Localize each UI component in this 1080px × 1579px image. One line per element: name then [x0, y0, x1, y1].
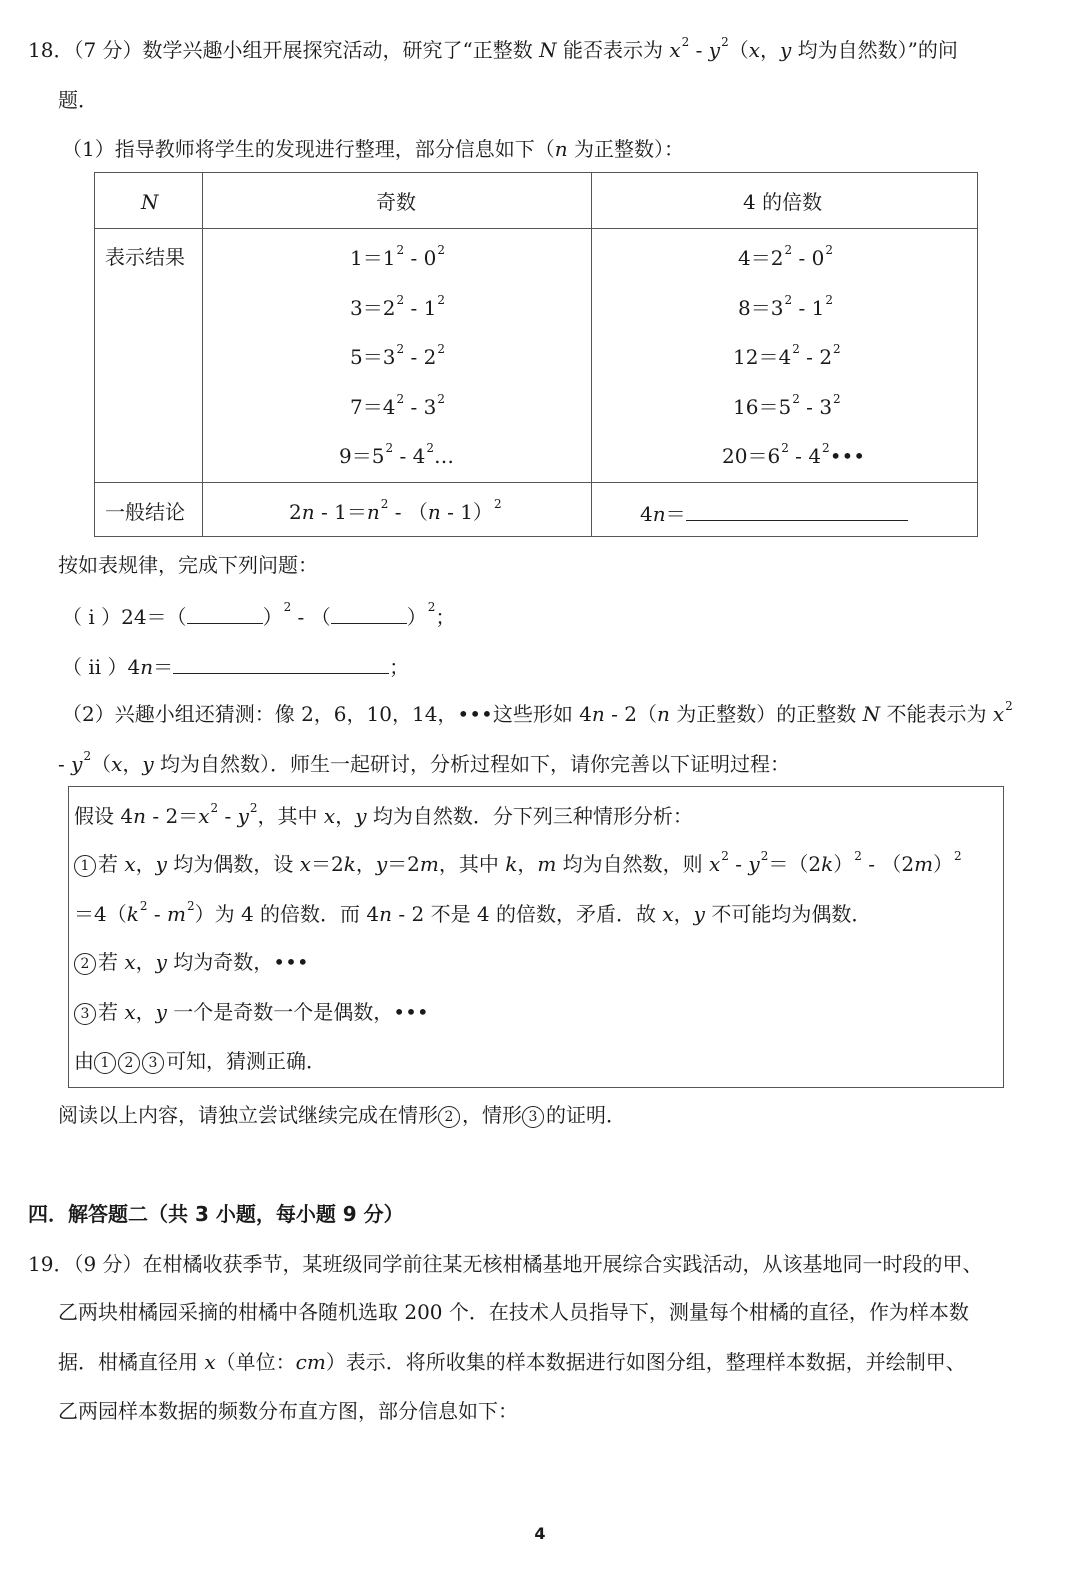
circled-1: 1: [94, 1052, 116, 1074]
general-mult4: 4n＝: [640, 502, 908, 524]
circled-2: 2: [74, 953, 96, 975]
table-header-odd: 奇数: [376, 190, 416, 214]
table-row-label-general: 一般结论: [105, 500, 185, 524]
proof-line-4: 2 若 x，y 均为奇数，•••: [74, 952, 309, 975]
proof-line-5: 3 若 x，y 一个是奇数一个是偶数，•••: [74, 1002, 429, 1025]
q18-line-2: 题．: [58, 88, 98, 112]
q18-part1: （1）指导教师将学生的发现进行整理，部分信息如下（n 为正整数）：: [62, 137, 684, 161]
circled-2: 2: [118, 1052, 140, 1074]
odd-eq-2: $3=2^2 - 1^2$: [350, 293, 445, 320]
mult4-eq-2: $8=3^2 - 1^2$: [738, 293, 833, 320]
section-4-heading: 四．解答题二（共 3 小题，每小题 9 分）: [28, 1202, 404, 1226]
mult4-eq-1: $4=2^2 - 0^2$: [738, 243, 833, 270]
answer-blank-ii[interactable]: [173, 655, 389, 674]
proof-box: [68, 786, 1004, 1088]
read-instruction: 阅读以上内容，请独立尝试继续完成在情形 2 ，情形 3 的证明．: [58, 1103, 626, 1127]
table-row-label-result: 表示结果: [105, 245, 185, 269]
sub-question-i: （ i ）24＝（ ）$^2$ - （ ）$^2$；: [62, 600, 456, 629]
sub-question-ii: （ ii ）4n＝ ；: [62, 655, 410, 679]
q19-line-1: 19．（9 分）在柑橘收获季节，某班级同学前往某无核柑橘基地开展综合实践活动，从该基地同一时段的甲、: [28, 1252, 983, 1276]
page-number: 4: [534, 1524, 546, 1543]
q19-line-4: 乙两园样本数据的频数分布直方图，部分信息如下：: [58, 1399, 518, 1423]
answer-blank-i-1[interactable]: [187, 605, 263, 624]
proof-line-3: $=4(k^2 - m^2)$为 4 的倍数．而 4n - 2 不是 4 的倍数，矛盾．故 x，y 不可能均为偶数．: [74, 899, 872, 926]
q19-line-2: 乙两块柑橘园采摘的柑橘中各随机选取 200 个．在技术人员指导下，测量每个柑橘的直径，作为样本数: [58, 1300, 969, 1324]
odd-eq-1: $1=1^2 - 0^2$: [350, 243, 445, 270]
circled-3: 3: [522, 1106, 544, 1128]
proof-line-6: 由 1 2 3 可知，猜测正确．: [74, 1049, 326, 1073]
proof-line-1: 假设 $4n - 2=x^2 - y^2$，其中 x，y 均为自然数．分下列三种情形分析：: [74, 801, 693, 828]
answer-blank-i-2[interactable]: [331, 605, 407, 624]
mult4-eq-4: $16=5^2 - 3^2$: [733, 392, 841, 419]
odd-eq-5: $9=5^2$ - $4^2\dots$: [339, 441, 454, 468]
table-header-n: N: [141, 190, 159, 214]
odd-eq-4: $7=4^2 - 3^2$: [350, 392, 445, 419]
q19-line-3: 据．柑橘直径用 x（单位：cm）表示．将所收集的样本数据进行如图分组，整理样本数据，并绘制甲、: [58, 1350, 966, 1374]
q18-part2-line1: （2）兴趣小组还猜测：像 2，6，10，14，•••这些形如 4n - 2（n 为正整数）的正整数 N 不能表示为 $x^2$: [62, 699, 1013, 726]
table-header-mult4: 4 的倍数: [743, 190, 823, 214]
proof-line-2: 1 若 x，y 均为偶数，设 x＝2k，y＝2m，其中 k，m 均为自然数，则 $x^2 - y^2=(2k)^2 - (2m)^2$: [74, 854, 962, 877]
mult4-eq-5: $20=6^2$ - $4^2•••$: [722, 441, 866, 468]
follow-text: 按如表规律，完成下列问题：: [58, 553, 318, 577]
mult4-eq-3: $12=4^2 - 2^2$: [733, 342, 841, 369]
circled-3: 3: [142, 1052, 164, 1074]
general-odd: $2n - 1=n^2 - (n - 1)^2$: [289, 497, 502, 524]
odd-eq-3: $5=3^2 - 2^2$: [350, 342, 445, 369]
q18-part2-line2: - $y^2(x$，y 均为自然数）．师生一起研讨，分析过程如下，请你完善以下证明过程：: [58, 749, 791, 776]
answer-blank-general[interactable]: [686, 502, 908, 521]
results-table: [94, 172, 978, 537]
circled-3: 3: [74, 1003, 96, 1025]
circled-1: 1: [74, 855, 96, 877]
q18-line-1: 18．（7 分）数学兴趣小组开展探究活动，研究了“正整数 N 能否表示为 $x^2 - y^2(x$，y 均为自然数）”的问: [28, 35, 958, 62]
circled-2: 2: [438, 1106, 460, 1128]
